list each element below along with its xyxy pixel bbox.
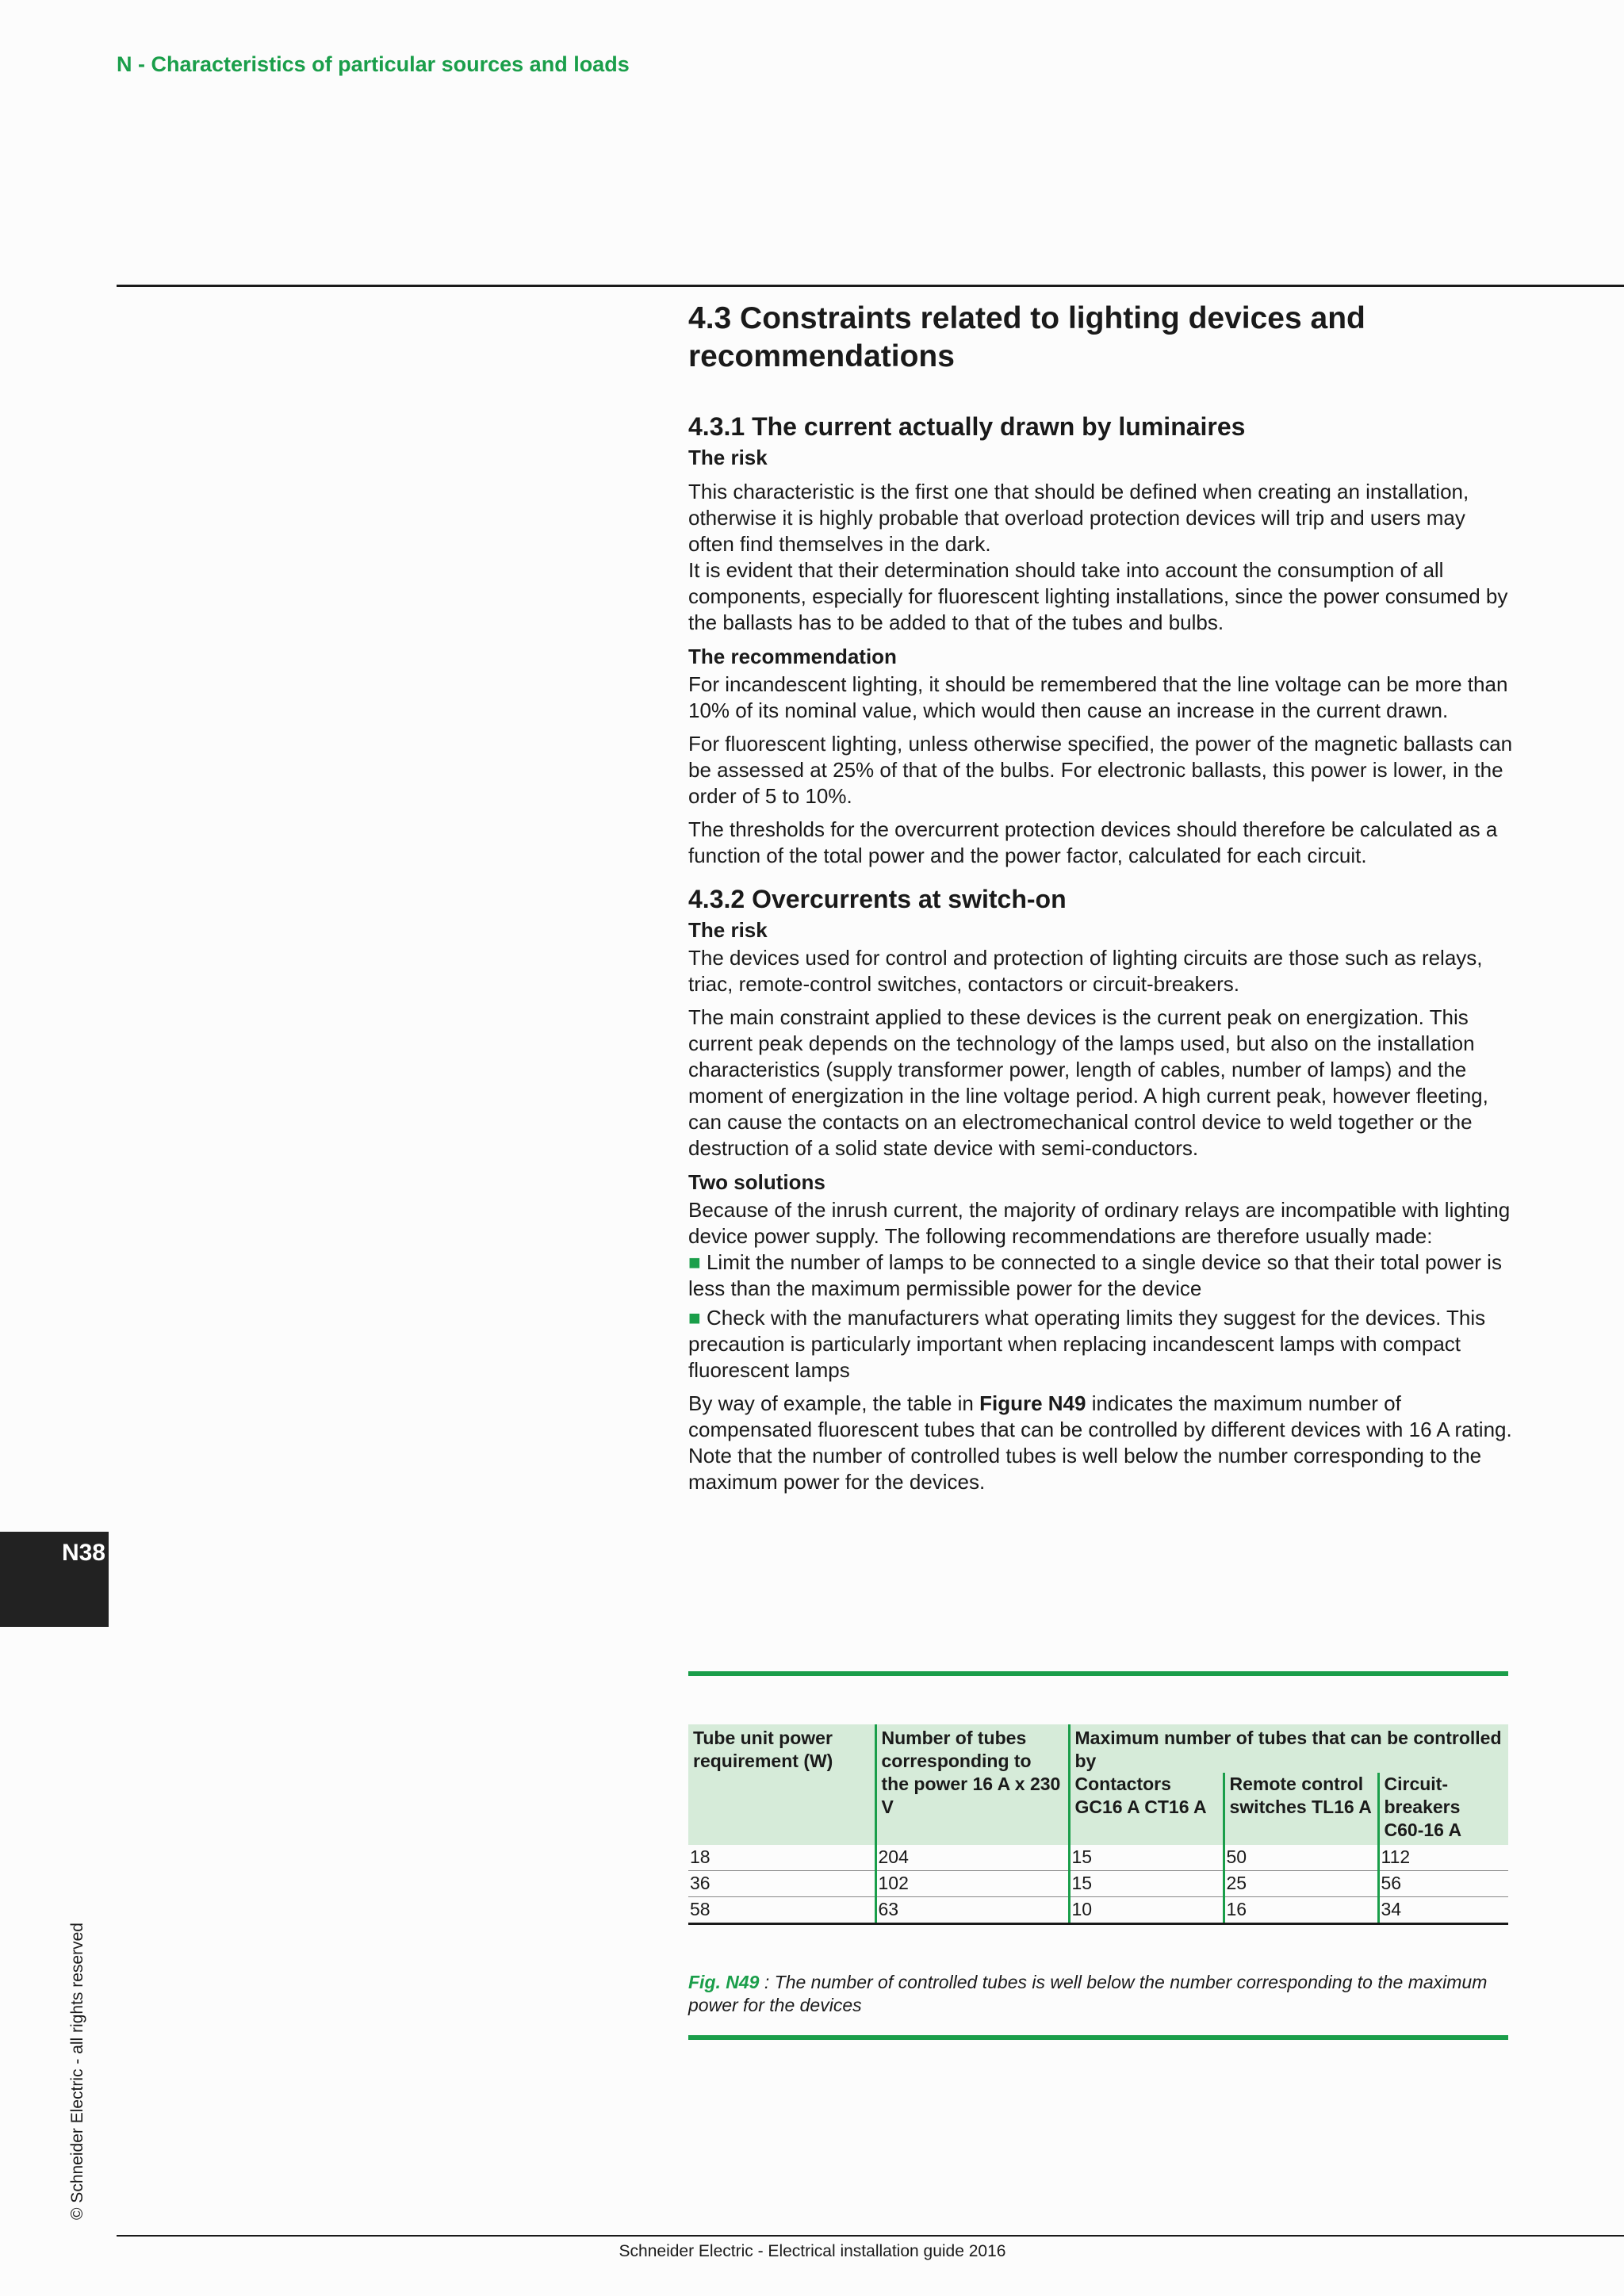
footer-rule [117,2235,1624,2237]
subheader-remote-control-switches: Remote control switches TL16 A [1224,1773,1378,1845]
main-content [688,300,1513,1495]
example-text-start: By way of example, the table in [688,1391,980,1415]
table-cell: 102 [875,1871,1069,1897]
table-cell: 36 [688,1871,875,1897]
table-cell: 58 [688,1897,875,1924]
risk-2-paragraph-1: The devices used for control and protection of lighting circuits are those such as relays, triac, remote-control switches, contactors or circuit-breakers. [688,946,1483,996]
table-cell: 50 [1224,1845,1378,1871]
table-row [688,1897,1508,1924]
example-text-end: indicates the maximum number of compensated fluorescent tubes that can be controlled by different devices with 16 A rating. Note that the number of controlled tubes is well below the number corresponding to the maximum power for the devices. [688,1391,1512,1494]
solutions-paragraph: Because of the inrush current, the majority of ordinary relays are incompatible with lighting device power supply. The following recommendations are therefore usually made: [688,1198,1511,1248]
copyright-notice: © Schneider Electric - all rights reserved [68,1923,86,2220]
table-cell: 18 [688,1845,875,1871]
footer-text: Schneider Electric - Electrical installation guide 2016 [619,2242,1006,2260]
table-cell: 10 [1069,1897,1224,1924]
figure-top-rule [688,1671,1508,1676]
recommendation-paragraph-1: For incandescent lighting, it should be remembered that the line voltage can be more than 10% of its nominal value, which would then cause an increase in the current drawn. [688,672,1508,722]
heading-4-3-2: 4.3.2 Overcurrents at switch-on [688,885,1067,913]
risk-1-paragraph-2: It is evident that their determination should take into account the consumption of all components, especially for fluorescent lighting installations, since the power consumed by the ballasts has to be added to that of the tubes and bulbs. [688,558,1508,634]
col-header-tube-power: Tube unit power requirement (W) [688,1724,875,1845]
subheading-two-solutions: Two solutions [688,1170,825,1194]
col-header-number-of-tubes: Number of tubes corresponding to the power 16 A x 230 V [875,1724,1069,1845]
section-header: N - Characteristics of particular sources and loads [117,52,630,76]
bullet-text: Limit the number of lamps to be connected to a single device so that their total power is less than the maximum permissible power for the device [688,1250,1502,1300]
subheader-circuit-breakers: Circuit-breakers C60-16 A [1378,1773,1508,1845]
page-number-tab [0,1532,109,1627]
table-cell: 204 [875,1845,1069,1871]
table-cell: 63 [875,1897,1069,1924]
example-paragraph [688,1391,1513,1495]
recommendation-paragraph-2: For fluorescent lighting, unless otherwise specified, the power of the magnetic ballasts can be assessed at 25% of that of the bulbs. For electronic ballasts, this power is lower, in the order of 5 to 10%. [688,732,1513,808]
bullet-text: Check with the manufacturers what operating limits they suggest for the devices. This precaution is particularly important when replacing incandescent lamps with compact fluorescent lamps [688,1306,1486,1382]
bullet-square-icon: ■ [688,1306,701,1330]
table-cell: 34 [1378,1897,1508,1924]
heading-4-3-1: 4.3.1 The current actually drawn by luminaires [688,412,1246,441]
subheading-risk-2: The risk [688,918,768,942]
recommendation-paragraph-3: The thresholds for the overcurrent protection devices should therefore be calculated as a function of the total power and the power factor, calculated for each circuit. [688,817,1498,867]
subheader-contactors: Contactors GC16 A CT16 A [1069,1773,1224,1845]
figure-table [688,1724,1508,1925]
figure-reference: Figure N49 [979,1391,1086,1415]
figure-caption-text: : The number of controlled tubes is well below the number corresponding to the maximum power for the devices [688,1972,1488,2015]
risk-2-paragraph-2: The main constraint applied to these devices is the current peak on energization. This current peak depends on the technology of the lamps used, but also on the installation characteristics (supply transformer power, length of cables, number of lamps) and the moment of energization in the line voltage period. A high current peak, however fleeting, can cause the contacts on an electromechanical control device to weld together or the destruction of a solid state device with semi-conductors. [688,1005,1488,1160]
table-cell: 112 [1378,1845,1508,1871]
heading-4-3: 4.3 Constraints related to lighting devices and recommendations [688,301,1365,373]
table-cell: 15 [1069,1871,1224,1897]
table-cell: 16 [1224,1897,1378,1924]
table-cell: 15 [1069,1845,1224,1871]
page-number: N38 [61,1540,105,1566]
header-rule [117,285,1624,287]
bullet-item [688,1305,1513,1383]
figure-label: Fig. N49 [688,1972,760,1992]
figure-caption [688,1971,1508,2017]
table-row [688,1845,1508,1871]
subheading-risk-1: The risk [688,446,768,469]
bullet-square-icon: ■ [688,1250,701,1274]
table-cell: 25 [1224,1871,1378,1897]
bullet-item [688,1249,1513,1302]
table-row [688,1871,1508,1897]
risk-1-paragraph: This characteristic is the first one that should be defined when creating an installation, otherwise it is highly probable that overload protection devices will trip and users may often find themselves in the dark. [688,480,1469,556]
subheading-recommendation: The recommendation [688,645,897,668]
figure-bottom-rule [688,2035,1508,2040]
table-cell: 56 [1378,1871,1508,1897]
col-header-group-max-tubes: Maximum number of tubes that can be controlled by [1069,1724,1508,1773]
